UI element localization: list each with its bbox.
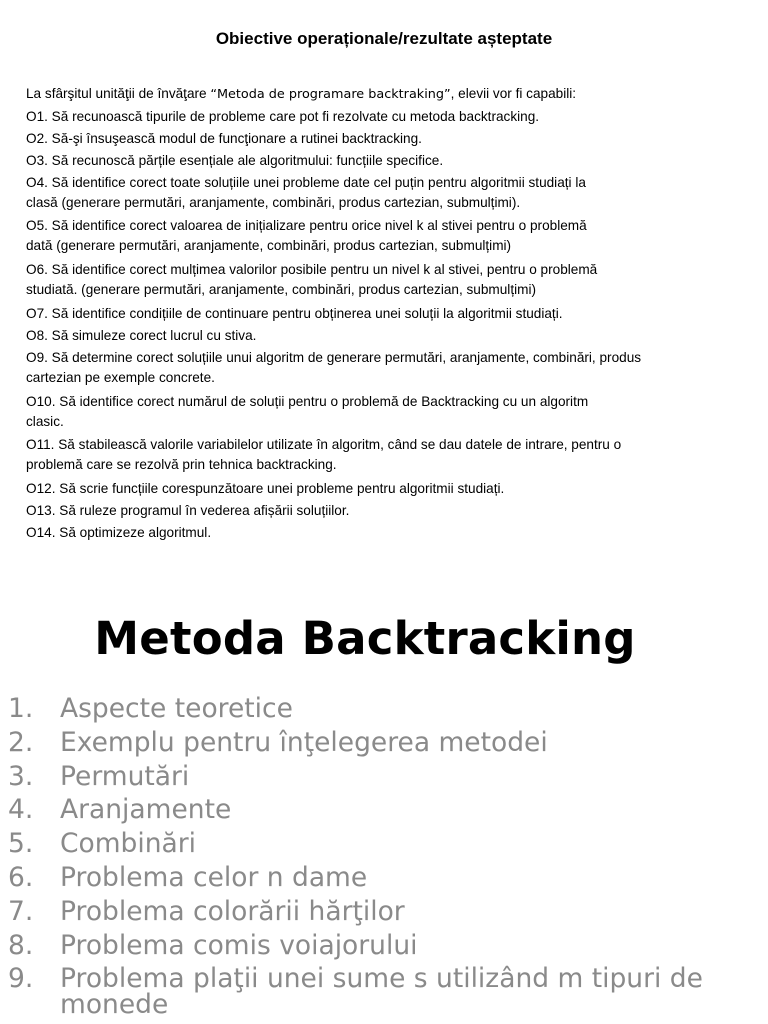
objective-line: O11. Să stabilească valorile variabilelor utilizate în algoritm, când se dau datele de intrare, pentru o <box>26 437 622 453</box>
objective-line: O14. Să optimizeze algoritmul. <box>26 525 212 541</box>
objective-item-o9 <box>26 347 726 387</box>
objective-line: O4. Să identifice corect toate soluțiile unei probleme date cel puțin pentru algoritmii studiați la <box>26 174 586 190</box>
objective-line: O13. Să ruleze programul în vederea afișării soluțiilor. <box>26 503 350 519</box>
objective-item-o4 <box>26 172 726 212</box>
topic-number: 7. <box>8 895 34 927</box>
topic-text: Permutări <box>60 760 190 792</box>
objective-line-continued: dată (generare permutări, aranjamente, combinări, produs cartezian, submulțimi) <box>26 238 512 254</box>
topic-item <box>0 827 760 861</box>
objective-line: O6. Să identifice corect mulțimea valorilor posibile pentru un nivel k al stivei, pentru o problemă <box>26 262 598 278</box>
topic-item <box>0 861 760 895</box>
objectives-title: Obiective operaționale/rezultate așteptate <box>215 29 553 48</box>
objective-item-o10 <box>26 391 726 431</box>
objective-line: O8. Să simuleze corect lucrul cu stiva. <box>26 327 257 343</box>
topics-list <box>0 692 760 1021</box>
topic-item <box>0 895 760 929</box>
topic-number: 2. <box>8 726 34 758</box>
objective-line-continued: clasă (generare permutări, aranjamente, combinări, produs cartezian, submulțimi). <box>26 194 521 210</box>
objective-line: O10. Să identifice corect numărul de soluții pentru o problemă de Backtracking cu un algoritm <box>26 393 589 409</box>
topic-text: Aspecte teoretice <box>60 693 293 724</box>
topic-number: 4. <box>8 794 34 826</box>
objective-item-o13 <box>26 500 726 522</box>
topic-text: Problema celor n dame <box>60 861 368 893</box>
objective-item-o6 <box>26 259 726 299</box>
objective-item-o5 <box>26 215 726 255</box>
topic-text: Aranjamente <box>60 794 232 826</box>
topic-item <box>0 692 760 726</box>
objective-line-continued: studiată. (generare permutări, aranjamente, combinări, produs cartezian, submulțimi) <box>26 282 536 298</box>
topic-text: Problema colorării hărţilor <box>60 895 405 927</box>
topic-item <box>0 929 760 963</box>
objective-line: O9. Să determine corect soluțiile unui algoritm de generare permutări, aranjamente, combinări, produs <box>26 349 642 365</box>
topic-text: Exemplu pentru înţelegerea metodei <box>60 726 548 758</box>
objectives-block <box>26 83 726 544</box>
objective-item-o11 <box>26 434 726 474</box>
topic-number: 6. <box>8 861 34 893</box>
objective-line-continued: problemă care se rezolvă prin tehnica backtracking. <box>26 457 337 473</box>
objective-line: O5. Să identifice corect valoarea de inițializare pentru orice nivel k al stivei pentru o problemă <box>26 218 587 234</box>
topic-number: 9. <box>8 963 34 995</box>
topic-item <box>0 793 760 827</box>
topic-number: 5. <box>8 828 34 860</box>
topic-text: Problema plaţii unei sume s utilizând m tipuri de monede <box>60 963 703 1021</box>
objective-item-o1 <box>26 106 726 128</box>
objective-line: O12. Să scrie funcțiile corespunzătoare unei probleme pentru algoritmii studiați. <box>26 481 505 497</box>
objective-line: O3. Să recunoscă părțile esențiale ale algoritmului: funcțiile specifice. <box>26 152 444 168</box>
topic-item <box>0 760 760 794</box>
intro-text-end: , elevii vor fi capabili: <box>450 86 577 101</box>
topic-item <box>0 962 760 1021</box>
objective-item-o14 <box>26 522 726 544</box>
objective-line: O7. Să identifice condițiile de continuare pentru obținerea unei soluții la algoritmii studiați. <box>26 306 563 322</box>
objective-line-continued: clasic. <box>26 413 64 429</box>
main-title: Metoda Backtracking <box>94 612 636 665</box>
objectives-intro <box>26 83 726 106</box>
objective-item-o7 <box>26 303 726 325</box>
topic-text: Combinări <box>60 828 197 860</box>
topic-number: 1. <box>8 693 34 724</box>
objective-item-o2 <box>26 128 726 150</box>
topic-item <box>0 726 760 760</box>
topic-text: Problema comis voiajorului <box>60 929 418 961</box>
objective-line-continued: cartezian pe exemple concrete. <box>26 369 215 385</box>
objective-line: O2. Să-şi însuşească modul de funcţionare a rutinei backtracking. <box>26 130 422 146</box>
objective-item-o12 <box>26 478 726 500</box>
topic-number: 3. <box>8 760 34 792</box>
intro-quote: “Metoda de programare backtraking” <box>210 87 451 102</box>
objective-line: O1. Să recunoască tipurile de probleme care pot fi rezolvate cu metoda backtracking. <box>26 108 540 124</box>
objective-item-o8 <box>26 325 726 347</box>
objective-item-o3 <box>26 150 726 172</box>
intro-text-start: La sfârşitul unităţii de învăţare <box>26 86 211 101</box>
topic-number: 8. <box>8 929 34 961</box>
